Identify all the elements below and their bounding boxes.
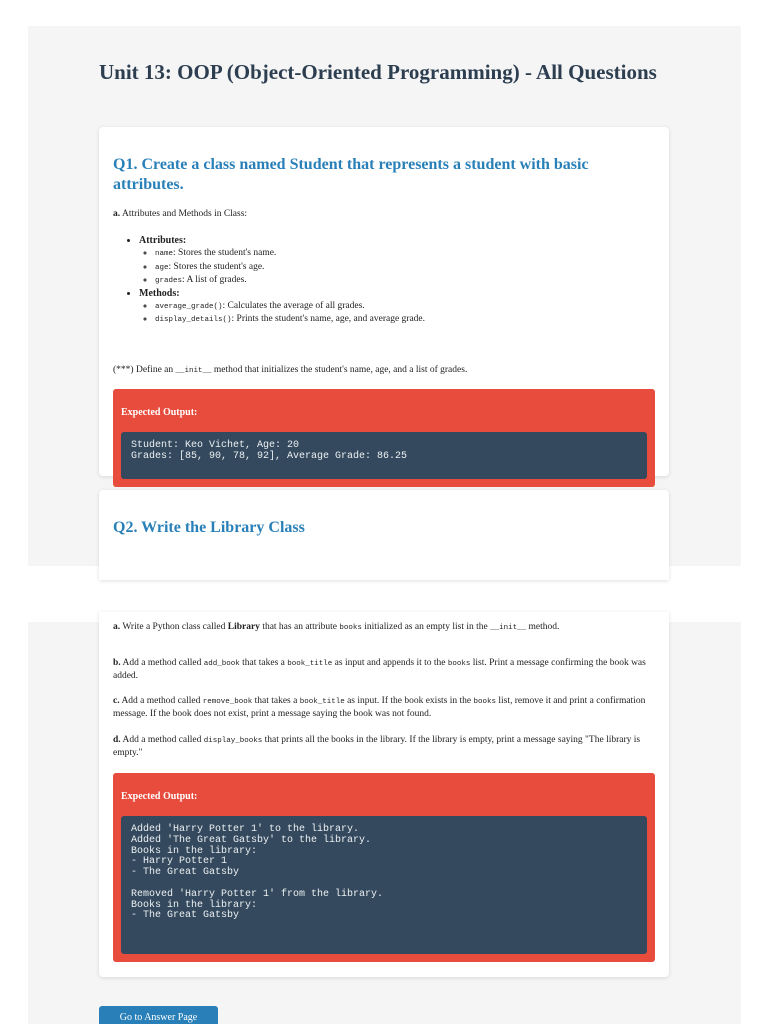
q2-part-b: b. Add a method called add_book that takes a book_title as input and appends it to the books list. Print a message confirming the book was added. <box>113 658 646 681</box>
attribute-age: ◦ age: Stores the student's age. <box>155 261 425 274</box>
attribute-grades: ◦ grades: A list of grades. <box>155 274 425 287</box>
q2-part-a: a. Write a Python class called Library that has an attribute books initialized as an empty list in the __init__ method. <box>113 622 560 632</box>
methods-sublist <box>155 300 425 327</box>
attributes-sublist <box>155 247 425 287</box>
document-page-2 <box>28 622 741 1024</box>
method-average-grade: ◦ average_grade(): Calculates the average of all grades. <box>155 300 425 313</box>
method-display-details: ◦ display_details(): Prints the student's name, age, and average grade. <box>155 313 425 326</box>
question-card-q2 <box>99 490 669 580</box>
go-to-answer-button[interactable]: Go to Answer Page <box>99 1006 218 1024</box>
document-page-1 <box>28 26 741 566</box>
attributes-item: • Attributes: ◦ name: Stores the student's name. ◦ age: Stores the student's age. ◦ grades: A list of grades. <box>139 235 425 288</box>
question-card-q2-continued <box>99 612 669 977</box>
q2-heading: Q2. Write the Library Class <box>113 519 305 536</box>
q2-expected-label: Expected Output: <box>121 791 198 802</box>
q2-part-d: d. Add a method called display_books that prints all the books in the library. If the library is empty, print a message saying "The library is empty." <box>113 735 641 758</box>
question-card-q1 <box>99 127 669 476</box>
q1-expected-label: Expected Output: <box>121 407 198 418</box>
methods-item: • Methods: ◦ average_grade(): Calculates the average of all grades. ◦ display_details(): Prints the student's name, age, and average grade. <box>139 288 425 327</box>
q1-heading: Q1. Create a class named Student that represents a student with basic attributes. <box>113 156 589 193</box>
attribute-name: ◦ name: Stores the student's name. <box>155 247 425 260</box>
q2-expected-output-box <box>113 773 655 962</box>
q1-init-note: (***) Define an __init__ method that initializes the student's name, age, and a list of grades. <box>113 365 468 375</box>
q1-member-list <box>129 235 425 327</box>
q1-output-code: Student: Keo Vichet, Age: 20 Grades: [85, 90, 78, 92], Average Grade: 86.25 <box>121 432 647 479</box>
q2-output-code: Added 'Harry Potter 1' to the library. Added 'The Great Gatsby' to the library. Books in the library: - Harry Potter 1 - The Great Gatsby Removed 'Harry Potter 1' from the library. Books in the library: - The Great Gatsby <box>121 816 647 954</box>
q2-part-c: c. Add a method called remove_book that takes a book_title as input. If the book exists in the books list, remove it and print a confirmation message. If the book does not exist, print a message saying the book was not found. <box>113 696 646 719</box>
page-title: Unit 13: OOP (Object-Oriented Programming) - All Questions <box>99 60 657 84</box>
q1-intro: a. Attributes and Methods in Class: <box>113 209 248 219</box>
q1-expected-output-box <box>113 389 655 487</box>
